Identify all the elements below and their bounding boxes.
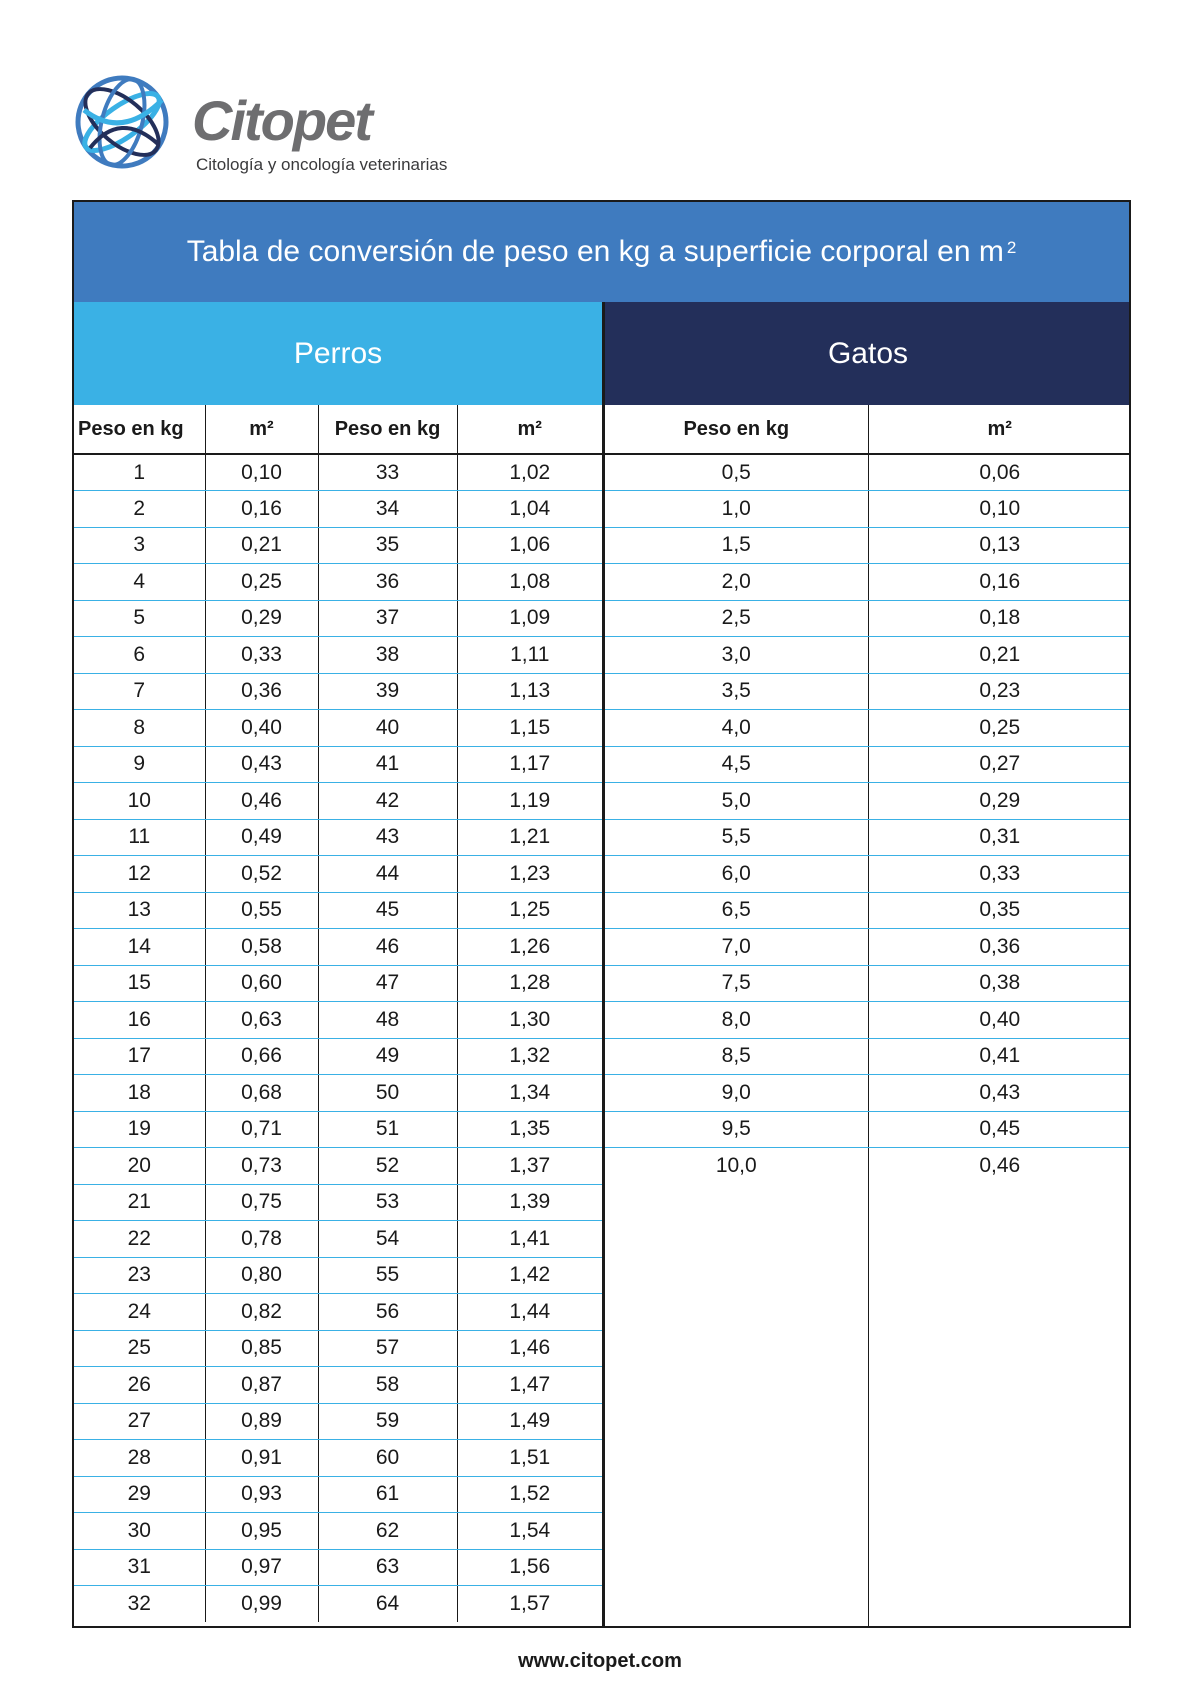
table-cell: 37	[318, 600, 457, 637]
table-cell: 0,43	[205, 746, 318, 783]
table-cell: 6,5	[605, 892, 868, 929]
table-cell: 1,30	[457, 1002, 602, 1039]
table-cell: 9	[74, 746, 205, 783]
perros-header: Perros	[74, 302, 602, 405]
table-cell: 36	[318, 564, 457, 601]
table-row	[74, 1367, 602, 1404]
table-cell: 15	[74, 965, 205, 1002]
table-cell: 0,27	[868, 746, 1131, 783]
table-row	[605, 783, 1131, 820]
table-row	[74, 819, 602, 856]
table-cell: 0,49	[205, 819, 318, 856]
table-cell: 7,5	[605, 965, 868, 1002]
table-row	[605, 892, 1131, 929]
table-cell: 44	[318, 856, 457, 893]
table-row	[74, 710, 602, 747]
table-cell: 1,21	[457, 819, 602, 856]
table-cell: 0,29	[868, 783, 1131, 820]
table-cell: 12	[74, 856, 205, 893]
table-cell: 0,60	[205, 965, 318, 1002]
table-cell: 1,32	[457, 1038, 602, 1075]
column-header: Peso en kg	[605, 405, 868, 454]
table-cell: 40	[318, 710, 457, 747]
table-cell: 26	[74, 1367, 205, 1404]
table-cell: 1,51	[457, 1440, 602, 1477]
table-row	[605, 527, 1131, 564]
table-cell: 60	[318, 1440, 457, 1477]
table-cell: 0,82	[205, 1294, 318, 1331]
table-row	[74, 1476, 602, 1513]
table-cell: 6	[74, 637, 205, 674]
table-cell: 1,19	[457, 783, 602, 820]
table-cell: 0,5	[605, 454, 868, 491]
table-cell: 1,37	[457, 1148, 602, 1185]
table-cell: 62	[318, 1513, 457, 1550]
table-cell: 0,78	[205, 1221, 318, 1258]
footer-url: www.citopet.com	[518, 1650, 682, 1672]
table-title-superscript: 2	[1006, 238, 1017, 257]
table-cell: 0,36	[868, 929, 1131, 966]
table-cell: 7	[74, 673, 205, 710]
gatos-table	[605, 405, 1131, 1184]
table-cell: 45	[318, 892, 457, 929]
table-cell: 4,0	[605, 710, 868, 747]
table-cell: 0,18	[868, 600, 1131, 637]
table-cell: 38	[318, 637, 457, 674]
table-cell: 1,44	[457, 1294, 602, 1331]
table-cell: 31	[74, 1549, 205, 1586]
table-cell: 0,10	[205, 454, 318, 491]
table-cell: 43	[318, 819, 457, 856]
table-cell: 2	[74, 491, 205, 528]
perros-table	[74, 405, 602, 1622]
table-row	[605, 1111, 1131, 1148]
table-cell: 0,38	[868, 965, 1131, 1002]
gatos-header-row	[605, 405, 1131, 454]
table-row	[74, 1330, 602, 1367]
table-title-text: Tabla de conversión de peso en kg a superficie corporal en m	[186, 235, 1004, 268]
table-cell: 1,02	[457, 454, 602, 491]
table-row	[74, 1148, 602, 1185]
column-header: Peso en kg	[74, 405, 205, 454]
table-cell: 0,06	[868, 454, 1131, 491]
table-cell: 1,57	[509, 1592, 551, 1615]
table-cell: 1,47	[457, 1367, 602, 1404]
table-row	[74, 1075, 602, 1112]
table-cell: 0,87	[205, 1367, 318, 1404]
table-cell: 1,25	[457, 892, 602, 929]
table-row	[74, 929, 602, 966]
gatos-empty-area	[605, 1184, 1131, 1626]
brand-logo	[70, 70, 490, 180]
table-cell: 0,73	[205, 1148, 318, 1185]
brand-name: Citopet	[192, 89, 371, 152]
table-cell: 54	[318, 1221, 457, 1258]
table-cell: 30	[74, 1513, 205, 1550]
table-row	[74, 1038, 602, 1075]
table-cell: 1,28	[457, 965, 602, 1002]
gatos-header: Gatos	[605, 302, 1131, 405]
table-cell: 3	[74, 527, 205, 564]
column-header: m²	[205, 405, 318, 454]
table-row	[74, 454, 602, 491]
table-cell: 9,0	[605, 1075, 868, 1112]
table-cell: 0,66	[205, 1038, 318, 1075]
table-cell: 0,21	[868, 637, 1131, 674]
table-cell: 56	[318, 1294, 457, 1331]
table-cell: 10	[74, 783, 205, 820]
table-row	[74, 527, 602, 564]
table-row	[605, 600, 1131, 637]
table-row	[74, 1294, 602, 1331]
table-row	[605, 1148, 1131, 1185]
table-cell: 41	[318, 746, 457, 783]
table-row	[605, 564, 1131, 601]
table-cell: 1,52	[457, 1476, 602, 1513]
table-row	[74, 673, 602, 710]
table-cell: 0,40	[205, 710, 318, 747]
table-cell: 0,13	[868, 527, 1131, 564]
table-cell: 0,63	[205, 1002, 318, 1039]
table-cell: 0,43	[868, 1075, 1131, 1112]
perros-header-row	[74, 405, 602, 454]
table-row	[605, 929, 1131, 966]
table-cell: 8,0	[605, 1002, 868, 1039]
table-row	[605, 1038, 1131, 1075]
table-row	[74, 1513, 602, 1550]
table-cell: 1,54	[457, 1513, 602, 1550]
table-cell: 0,29	[205, 600, 318, 637]
table-cell: 51	[318, 1111, 457, 1148]
table-cell: 49	[318, 1038, 457, 1075]
table-cell: 55	[318, 1257, 457, 1294]
table-cell: 0,71	[205, 1111, 318, 1148]
table-row	[605, 491, 1131, 528]
table-cell: 0,52	[205, 856, 318, 893]
table-cell: 0,35	[868, 892, 1131, 929]
table-cell: 53	[318, 1184, 457, 1221]
table-cell: 6,0	[605, 856, 868, 893]
table-cell: 0,45	[868, 1111, 1131, 1148]
table-cell: 1,35	[457, 1111, 602, 1148]
table-cell: 0,58	[205, 929, 318, 966]
table-cell: 0,16	[205, 491, 318, 528]
table-row	[74, 600, 602, 637]
table-cell: 1,04	[457, 491, 602, 528]
table-cell: 3,5	[605, 673, 868, 710]
table-cell: 39	[318, 673, 457, 710]
table-cell: 0,97	[205, 1549, 318, 1586]
table-cell: 0,33	[205, 637, 318, 674]
table-cell: 5	[74, 600, 205, 637]
table-cell: 9,5	[605, 1111, 868, 1148]
table-row	[74, 491, 602, 528]
table-row	[74, 1403, 602, 1440]
table-cell: 20	[74, 1148, 205, 1185]
table-cell: 0,75	[205, 1184, 318, 1221]
section-divider	[602, 302, 605, 1626]
table-cell: 21	[74, 1184, 205, 1221]
table-row	[605, 1002, 1131, 1039]
table-cell: 1,23	[457, 856, 602, 893]
table-row	[74, 1257, 602, 1294]
table-cell: 0,16	[868, 564, 1131, 601]
table-row	[605, 746, 1131, 783]
table-cell: 8,5	[605, 1038, 868, 1075]
table-row	[605, 710, 1131, 747]
table-cell: 0,36	[205, 673, 318, 710]
table-row	[74, 783, 602, 820]
conversion-table-sheet	[72, 200, 1131, 1628]
table-cell: 14	[74, 929, 205, 966]
table-cell: 3,0	[605, 637, 868, 674]
table-row	[74, 637, 602, 674]
table-cell: 0,89	[205, 1403, 318, 1440]
table-cell: 1,56	[457, 1549, 602, 1586]
table-cell: 1,46	[457, 1330, 602, 1367]
table-cell: 10,0	[605, 1148, 868, 1185]
table-cell: 48	[318, 1002, 457, 1039]
table-cell: 17	[74, 1038, 205, 1075]
globe-logo-icon	[70, 70, 174, 174]
table-cell: 46	[318, 929, 457, 966]
table-cell: 0,99	[205, 1586, 318, 1623]
column-header: m²	[868, 405, 1131, 454]
table-row	[605, 1075, 1131, 1112]
table-cell: 61	[318, 1476, 457, 1513]
table-cell: 19	[74, 1111, 205, 1148]
table-cell: 22	[74, 1221, 205, 1258]
table-cell: 0,40	[868, 1002, 1131, 1039]
table-cell: 0,91	[205, 1440, 318, 1477]
table-row	[74, 1221, 602, 1258]
table-cell: 0,85	[205, 1330, 318, 1367]
table-cell: 34	[318, 491, 457, 528]
table-cell: 0,10	[868, 491, 1131, 528]
table-cell: 0,93	[205, 1476, 318, 1513]
table-cell: 59	[318, 1403, 457, 1440]
table-cell: 0,46	[205, 783, 318, 820]
table-cell: 0,23	[868, 673, 1131, 710]
table-cell: 1,09	[457, 600, 602, 637]
table-cell: 1,49	[457, 1403, 602, 1440]
table-cell: 1,34	[457, 1075, 602, 1112]
table-cell: 33	[318, 454, 457, 491]
table-cell: 1,13	[457, 673, 602, 710]
table-cell: 1,42	[457, 1257, 602, 1294]
table-cell: 1,08	[457, 564, 602, 601]
table-cell: 8	[74, 710, 205, 747]
table-row	[605, 454, 1131, 491]
table-row	[74, 1586, 602, 1623]
table-cell: 23	[74, 1257, 205, 1294]
table-cell: 1,41	[457, 1221, 602, 1258]
table-cell: 0,68	[205, 1075, 318, 1112]
table-cell: 1,39	[457, 1184, 602, 1221]
table-cell: 63	[318, 1549, 457, 1586]
table-cell: 52	[318, 1148, 457, 1185]
table-cell: 1,06	[457, 527, 602, 564]
table-cell: 0,41	[868, 1038, 1131, 1075]
table-cell: 4	[74, 564, 205, 601]
table-cell: 64	[318, 1586, 457, 1623]
brand-tagline: Citología y oncología veterinarias	[196, 155, 448, 174]
table-cell: 1,26	[457, 929, 602, 966]
table-title	[74, 202, 1129, 302]
table-cell: 0,25	[868, 710, 1131, 747]
table-cell: 18	[74, 1075, 205, 1112]
table-cell: 1,0	[605, 491, 868, 528]
table-cell: 13	[74, 892, 205, 929]
table-cell: 4,5	[605, 746, 868, 783]
table-cell: 0,95	[205, 1513, 318, 1550]
table-cell: 1,11	[457, 637, 602, 674]
table-row	[74, 856, 602, 893]
table-cell: 32	[74, 1586, 205, 1623]
table-cell: 0,80	[205, 1257, 318, 1294]
table-row	[605, 819, 1131, 856]
table-row	[74, 1549, 602, 1586]
table-cell: 24	[74, 1294, 205, 1331]
table-row	[74, 965, 602, 1002]
table-row	[74, 1111, 602, 1148]
table-row	[605, 673, 1131, 710]
table-cell: 57	[318, 1330, 457, 1367]
table-cell: 58	[318, 1367, 457, 1404]
table-row	[74, 892, 602, 929]
table-row	[74, 1440, 602, 1477]
table-cell: 0,55	[205, 892, 318, 929]
table-cell: 16	[74, 1002, 205, 1039]
table-row	[74, 1002, 602, 1039]
table-cell: 1	[74, 454, 205, 491]
table-cell: 5,5	[605, 819, 868, 856]
table-cell: 25	[74, 1330, 205, 1367]
table-cell: 47	[318, 965, 457, 1002]
table-cell: 0,46	[979, 1154, 1021, 1177]
table-cell: 28	[74, 1440, 205, 1477]
column-header: m²	[457, 405, 602, 454]
table-cell: 1,5	[605, 527, 868, 564]
table-cell: 2,5	[605, 600, 868, 637]
table-cell: 11	[74, 819, 205, 856]
table-row	[605, 637, 1131, 674]
table-cell: 42	[318, 783, 457, 820]
table-row	[74, 564, 602, 601]
table-cell: 35	[318, 527, 457, 564]
table-cell: 50	[318, 1075, 457, 1112]
table-cell: 1,15	[457, 710, 602, 747]
table-row	[605, 965, 1131, 1002]
table-row	[74, 1184, 602, 1221]
table-cell: 0,25	[205, 564, 318, 601]
column-divider	[868, 1184, 869, 1626]
table-cell: 2,0	[605, 564, 868, 601]
table-row	[74, 746, 602, 783]
table-cell: 29	[74, 1476, 205, 1513]
table-cell: 7,0	[605, 929, 868, 966]
table-cell: 1,17	[457, 746, 602, 783]
table-row	[605, 856, 1131, 893]
table-cell: 5,0	[605, 783, 868, 820]
table-cell: 0,33	[868, 856, 1131, 893]
table-cell: 0,31	[868, 819, 1131, 856]
column-header: Peso en kg	[318, 405, 457, 454]
table-cell: 0,21	[205, 527, 318, 564]
table-cell: 27	[74, 1403, 205, 1440]
